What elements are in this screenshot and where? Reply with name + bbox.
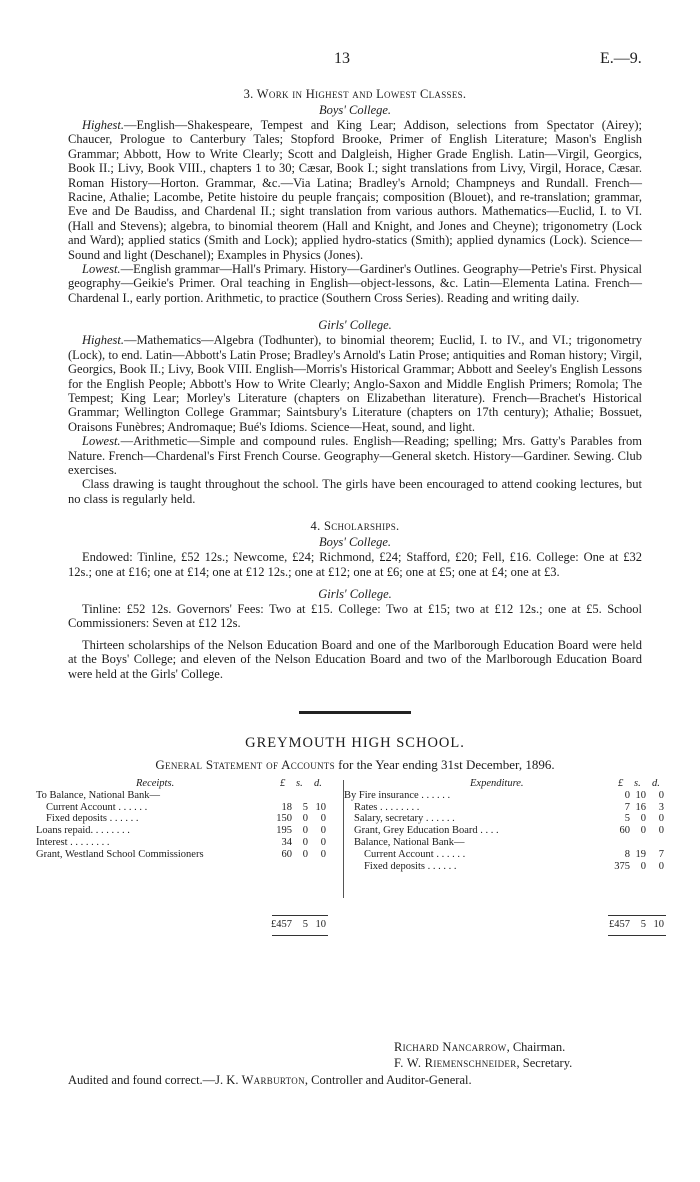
- auditor-name: Warburton: [241, 1073, 305, 1087]
- expenditure-amount-pounds: 60: [619, 825, 630, 837]
- receipts-label: Fixed deposits . . . . . .: [46, 813, 139, 825]
- boys-lowest-paragraph: [68, 262, 642, 305]
- expenditure-row: [344, 790, 666, 802]
- expenditure-total-shillings: 5: [640, 919, 646, 930]
- thirteen-scholarships-paragraph: Thirteen scholarships of the Nelson Education Board and one of the Marlborough Education Board were held at the Boys' College; and eleven of the Nelson Education Board and two of the Marlborough Education Board were held at the Girls' College.: [68, 637, 642, 681]
- receipts-amount-pounds: 195: [276, 825, 292, 837]
- receipts-row: [36, 825, 340, 837]
- boys-lowest-text: —English grammar—Hall's Primary. History—Gardiner's Outlines. Geography—Petrie's First. Physical geography—Geikie's Primer. Oral teaching in English—object-lessons, &c. Latin—Elementa Latina. French—Chardenal I., early portion. Arithmetic, to practice (Southern Cross Series). Reading and writing daily.: [68, 262, 642, 305]
- expenditure-amount-shillings: 0: [640, 860, 646, 872]
- section-4-title: 4. Scholarships.: [310, 519, 400, 534]
- expenditure-label: Rates . . . . . . . .: [354, 801, 420, 813]
- lowest-label: Lowest.: [82, 262, 121, 277]
- receipts-total-pounds: £457: [271, 919, 292, 930]
- receipts-label: Interest . . . . . . . .: [36, 836, 110, 848]
- receipts-amount-pounds: 60: [281, 848, 292, 860]
- expenditure-amount-pounds: 7: [624, 801, 630, 813]
- receipts-label: Current Account . . . . . .: [46, 801, 148, 813]
- col-pounds: £: [280, 778, 286, 789]
- boys-college-heading: Boys' College.: [318, 103, 392, 117]
- page-reference: E.—9.: [600, 50, 642, 67]
- girls-scholarships-paragraph: Tinline: £52 12s. Governors' Fees: Two at £15. College: Two at £15; two at £12 12s.; one at £5. School Commissioners: Seven at £12 12s.: [68, 601, 642, 631]
- receipts-amount-pounds: 150: [276, 813, 292, 825]
- expenditure-label: Grant, Grey Education Board . . . .: [354, 825, 499, 837]
- chairman-role: , Chairman.: [506, 1040, 566, 1054]
- expenditure-amount-pounds: 0: [624, 789, 630, 801]
- expenditure-amount-shillings: 0: [640, 825, 646, 837]
- receipts-label: Loans repaid. . . . . . . .: [36, 825, 130, 837]
- girls-highest-paragraph: [68, 333, 642, 434]
- expenditure-amount-shillings: 0: [640, 813, 646, 825]
- secretary-role: , Secretary.: [516, 1056, 573, 1070]
- receipts-total-pence: 10: [315, 919, 326, 930]
- receipts-amount-shillings: 0: [302, 848, 308, 860]
- col-pence: d.: [314, 778, 322, 789]
- boys-scholarships-paragraph: Endowed: Tinline, £52 12s.; Newcome, £24; Richmond, £24; Stafford, £20; Fell, £16. College: One at £32 12s.; one at £16; one at £14; one at £12 12s.; one at £12; one at £6; one at £5; one at £4; one at £3.: [68, 550, 642, 579]
- accounts-subtitle-rest: for the Year ending 31st December, 1896.: [334, 757, 555, 772]
- receipts-amount-shillings: 0: [302, 836, 308, 848]
- expenditure-total-pounds: £457: [609, 919, 630, 930]
- expenditure-total-row: [344, 919, 666, 931]
- expenditure-row: [344, 837, 666, 849]
- expenditure-total-rule: [608, 915, 666, 916]
- page-body: [36, 86, 664, 930]
- expenditure-amount-pounds: 5: [624, 813, 630, 825]
- expenditure-total-pence: 10: [653, 919, 664, 930]
- expenditure-amount-pence: 7: [658, 848, 664, 860]
- accounts-subtitle-sc: General Statement of Accounts: [155, 757, 335, 772]
- receipts-column: [36, 778, 340, 930]
- expenditure-label: Current Account . . . . . .: [364, 848, 466, 860]
- boys-highest-paragraph: [68, 118, 642, 262]
- girls-highest-text: —Mathematics—Algebra (Todhunter), to binomial theorem; Euclid, I. to IV., and VI.; trigonometry (Lock), to end. Latin—Abbott's Latin Prose; Bradley's Arnold's Latin Prose; antiquities and Roman history; Virgil, Georgics, Book II.; Livy, Book VIII. English—Morris's Historical Grammar; Abbott and Seeley's English Lessons for the English People; Abbott's How to Write Clearly; Anglo-Saxon and Middle English Primers; Romola; The Tempest; King Lear; Morley's Literature (chapters on Elizabethan literature). French—Brachet's Historical Grammar; Wellington College Grammar; Saintsbury's Literature (chapters on 17th century); Athalie; Bossuet, Oraisons Funèbres; Andromaque; Bué's Idioms. Science—Heat, sound, and light.: [68, 333, 642, 434]
- expenditure-header-row: [344, 778, 666, 790]
- receipts-row: [36, 849, 340, 861]
- receipts-amount-pence: 0: [320, 836, 326, 848]
- col-shillings: s.: [296, 778, 303, 789]
- chairman-signature: [394, 1040, 565, 1055]
- expenditure-amount-shillings: 16: [635, 801, 646, 813]
- lowest-label: Lowest.: [82, 434, 121, 449]
- section-divider: [299, 711, 411, 714]
- expenditure-row: [344, 813, 666, 825]
- accounts-subtitle: [68, 756, 642, 774]
- girls-college-heading: Girls' College.: [318, 318, 392, 333]
- expenditure-row: [344, 861, 666, 873]
- receipts-heading: Receipts.: [136, 778, 175, 789]
- receipts-amount-pounds: 18: [281, 801, 292, 813]
- receipts-row: [36, 802, 340, 814]
- greymouth-title: GREYMOUTH HIGH SCHOOL.: [245, 735, 465, 751]
- col-pounds: £: [618, 778, 624, 789]
- receipts-amount-pence: 0: [320, 848, 326, 860]
- receipts-amount-shillings: 0: [302, 813, 308, 825]
- accounts-table: [36, 778, 664, 930]
- section-3-title: 3. Work in Highest and Lowest Classes.: [243, 87, 467, 101]
- receipts-row: [36, 790, 340, 802]
- page-header: [0, 50, 700, 70]
- expenditure-column: [344, 778, 666, 930]
- receipts-row: [36, 813, 340, 825]
- receipts-label: Grant, Westland School Commissioners: [36, 848, 204, 860]
- girls-college-heading: Girls' College.: [318, 586, 392, 601]
- expenditure-amount-pence: 0: [658, 860, 664, 872]
- expenditure-total-double-rule: [608, 935, 666, 936]
- girls-lowest-paragraph: [68, 434, 642, 477]
- col-shillings: s.: [634, 778, 641, 789]
- receipts-total-double-rule: [272, 935, 328, 936]
- expenditure-amount-pence: 0: [658, 825, 664, 837]
- receipts-amount-pounds: 34: [281, 836, 292, 848]
- receipts-amount-pence: 10: [315, 801, 326, 813]
- expenditure-row: [344, 802, 666, 814]
- page-number: 13: [334, 50, 350, 67]
- expenditure-label: Balance, National Bank—: [354, 836, 465, 848]
- expenditure-amount-shillings: 10: [635, 789, 646, 801]
- expenditure-row: [344, 825, 666, 837]
- secretary-signature: [394, 1056, 572, 1071]
- chairman-name: Richard Nancarrow: [394, 1040, 507, 1054]
- boys-college-heading: Boys' College.: [318, 535, 392, 550]
- expenditure-amount-pounds: 8: [624, 848, 630, 860]
- audit-line: [68, 1073, 472, 1088]
- expenditure-label: By Fire insurance . . . . . .: [344, 789, 451, 801]
- boys-highest-text: —English—Shakespeare, Tempest and King Lear; Addison, selections from Spectator (Airey); Chaucer, Prologue to Canterbury Tales; Stopford Brooke, Primer of English Literature; Mason's English Grammar; Abbott, How to Write Clearly; Scott and Dalgleish, Higher Grade English. Latin—Virgil, Georgics, Book II.; Livy, Book VIII., chapters 1 to 30; Cæsar, Book I.; sight translations from Livy, Virgil, Horace, Cæsar. Roman History—Horton. Grammar, &c.—Via Latina; Bradley's Arnold; Champneys and Rundall. French—Racine, Athalie; Lacombe, Petite histoire du peuple français; composition (Blouet), and re-translation; grammar, Eve and De Baudiss, and Chardenal II.; sight translation from various authors. Mathematics—Euclid, I. to VI. (Hall and Stevens); algebra, to binomial theorem (Hall and Knight, and Jones and Cheyne); trigonometry (Lock and Ward); applied statics (Smith and Lock); applied hydro-statics (Smith); applied dynamics (Lock). Science—Sound and light (Deschanel); Examples in Physics (Jones).: [68, 118, 642, 262]
- girls-lowest-text: —Arithmetic—Simple and compound rules. English—Reading; spelling; Mrs. Gatty's Parables from Nature. French—Chardenal's First French Course. Geography—General sketch. History—Gardiner. Sewing. Club exercises.: [68, 434, 642, 477]
- expenditure-row: [344, 849, 666, 861]
- highest-label: Highest.: [82, 118, 125, 132]
- highest-label: Highest.: [82, 333, 125, 348]
- receipts-total-row: [36, 919, 340, 931]
- secretary-name: F. W. Riemenschneider: [394, 1056, 517, 1070]
- expenditure-label: Salary, secretary . . . . . .: [354, 813, 455, 825]
- receipts-amount-pence: 0: [320, 825, 326, 837]
- expenditure-amount-pence: 3: [658, 801, 664, 813]
- receipts-label: To Balance, National Bank—: [36, 789, 161, 801]
- receipts-amount-pence: 0: [320, 813, 326, 825]
- class-drawing-paragraph: Class drawing is taught throughout the school. The girls have been encouraged to attend cooking lectures, but no class is regularly held.: [68, 477, 642, 506]
- expenditure-amount-shillings: 19: [635, 848, 646, 860]
- audit-role: , Controller and Auditor-General.: [304, 1073, 472, 1087]
- expenditure-label: Fixed deposits . . . . . .: [364, 860, 457, 872]
- receipts-amount-shillings: 0: [302, 825, 308, 837]
- receipts-header-row: [36, 778, 340, 790]
- audit-text: Audited and found correct.—J. K.: [68, 1073, 242, 1087]
- expenditure-heading: Expenditure.: [470, 778, 524, 789]
- receipts-amount-shillings: 5: [302, 801, 308, 813]
- expenditure-amount-pence: 0: [658, 789, 664, 801]
- receipts-row: [36, 837, 340, 849]
- receipts-total-rule: [272, 915, 328, 916]
- col-pence: d.: [652, 778, 660, 789]
- receipts-total-shillings: 5: [302, 919, 308, 930]
- expenditure-amount-pounds: 375: [614, 860, 630, 872]
- expenditure-amount-pence: 0: [658, 813, 664, 825]
